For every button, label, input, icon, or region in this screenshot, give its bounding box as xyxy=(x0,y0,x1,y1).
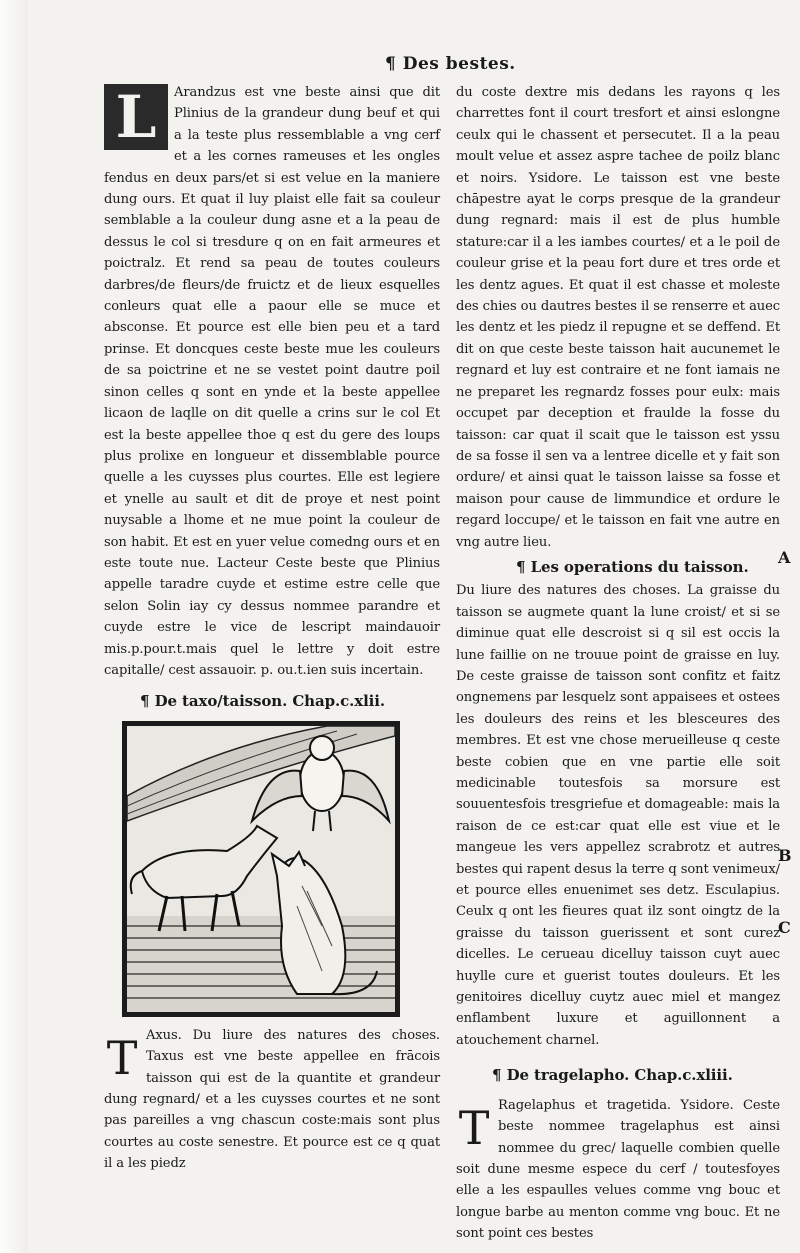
woodcut-animals-image xyxy=(127,726,395,1012)
pilcrow-icon: ¶ xyxy=(516,557,526,576)
taxo-section xyxy=(104,1025,440,1175)
left-column xyxy=(104,82,440,1175)
taisson-text: du coste dextre mis dedans les rayons q les charrettes font il court tresfort et ainsi eslongne ceulx qui le chassent et persecutet. Il a la peau moult velue et assez aspre tachee de poilz blanc et noirs. Ysidore. Le taisson est vne beste chāpestre ayat le corps presque de la grandeur dung regnard: mais il est de plus humble stature:car il a les iambes courtes/ et a le poil de couleur grise et la peau fort dure et tres orde et les dentz agues. Et quat il est chasse et moleste des chies ou dautres bestes il se renserre et auec les dentz et les piedz il repugne et se deffend. Et dit on que ceste beste taisson hait aucunemet le regnard et luy est contraire et ne font iamais ne ne preparet les regnardz fosses pour eulx: mais occupet par deception et fraulde la fosse du taisson: car quat il scait que le taisson est yssu de sa fosse il sen va a lentree dicelle et y fait son ordure/ et ainsi quat le taisson laisse sa fosse et maison pour cause de limmundice et ordure le regard loccupe/ et le taisson en fait vne autre en vng autre lieu. xyxy=(456,85,780,550)
operations-text: Du liure des natures des choses. La graisse du taisson se augmete quant la lune croist/ et si se diminue quat elle descroist si q sil est occis la lune faillie on ne trouue point de graisse en luy. De ceste graisse de taisson sont confitz et faitz ongnemens par lesquelz sont appaisees et ostees les douleurs des reins et les blesceures des membres. Et est vne chose merueilleuse q ceste beste cobien que en vne partie elle soit medicinable toutesfois sa morsure est souuentesfois tresgriefue et domageable: mais la raison de ce est:car quat elle est viue et le mangeue les vers appellez scrabrotz et autres bestes qui rapent desus la terre q sont venimeux/ et pource elles enuenimet ses detz. Esculapius. Ceulx q ont les fieures quat ilz sont oingtz de la graisse du taisson guerissent et sont curez dicelles. Le cerueau dicelluy taisson cuyt auec huylle cure et guerist toutes douleurs. Et les genitoires dicelluy cuytz auec miel et mangez enflambent luxure et aguillonnent a atouchement charnel. xyxy=(456,583,780,1048)
margin-mark-a: A xyxy=(778,548,791,567)
drop-cap-letter: L xyxy=(115,84,157,150)
woodcut-illustration xyxy=(122,721,400,1017)
margin-mark-c: C xyxy=(778,918,791,937)
operations-heading: ¶ Les operations du taisson. xyxy=(516,557,749,576)
tragelapho-text: Ragelaphus et tragetida. Ysidore. Ceste beste nommee tragelaphus est ainsi nommee du grec/ laquelle combien quelle soit dune mesme espece du cerf / toutesfoyes elle a les espaulles velues comme vng bouc et longue barbe au menton comme vng bouc. Et ne sont point ces bestes xyxy=(456,1097,780,1242)
chapter-heading-taxo: ¶ De taxo/taisson. Chap.c.xlii. xyxy=(140,692,386,711)
historiated-initial xyxy=(104,84,168,150)
margin-mark-b: B xyxy=(778,846,792,865)
drop-cap-letter: T xyxy=(458,1100,490,1155)
page-edge xyxy=(0,0,28,1253)
drop-cap-letter: T xyxy=(106,1030,138,1085)
tragelapho-section xyxy=(456,1095,780,1245)
taxo-text: Axus. Du liure des natures des choses. Taxus est vne beste appellee en frācois taisson qui est de la quantite et grandeur dung regnard/ et a les cuysses courtes et ne sont pas pareilles a vng chascun coste:mais sont plus courtes au coste senestre. Et pource est ce q quat il a les piedz xyxy=(104,1027,440,1172)
parandrus-text: Arandzus est vne beste ainsi que dit Plinius de la grandeur dung beuf et qui a la teste plus ressemblable a vng cerf et a les cornes rameuses et les ongles fendus en deux pars/et si est velue en la maniere dung ours. Et quat il luy plaist elle fait sa couleur semblable a la couleur dung asne et a la peau de dessus le col si tresdure q on en fait armeures et poictralz. Et rend sa peau de toutes couleurs darbres/de fleurs/de fruictz et de lieux esquelles conleurs quat elle a paour elle se muce et absconse. Et pource est elle bien peu et a tard prinse. Et doncques ceste beste mue les couleurs de sa poictrine et ne se vestet point dautre poil sinon celles q sont en ynde et la beste appellee licaon de laqlle on dit quelle a crins sur le col Et est la beste appellee thoe q est du gere des loups plus prolixe en longueur et dissemblable pource quelle a les cuysses plus courtes. Elle est legiere et ynelle au sault et dit de proye et nest point nuysable a lhome et ne mue point la couleur de son habit. Et est en yuer velue comedng ours et en este toute nue. Lacteur Ceste beste que Plinius appelle taradre cuyde et estime estre celle que selon Solin iay cy dessus nommee parandre et cuyde estre le vice de lescript maindauoir mis.p.pour.t.mais quel le lettre y doit estre capitalle/ cest assauoir. p. ou.t.ien suis incertain. xyxy=(104,85,440,678)
pilcrow-icon: ¶ xyxy=(140,692,150,711)
pilcrow-icon: ¶ xyxy=(492,1066,502,1085)
running-head: ¶ Des bestes. xyxy=(385,54,516,74)
right-column xyxy=(456,82,780,1245)
chapter-heading-tragelapho: ¶ De tragelapho. Chap.c.xliii. xyxy=(492,1066,733,1085)
pilcrow-icon: ¶ xyxy=(385,54,397,74)
